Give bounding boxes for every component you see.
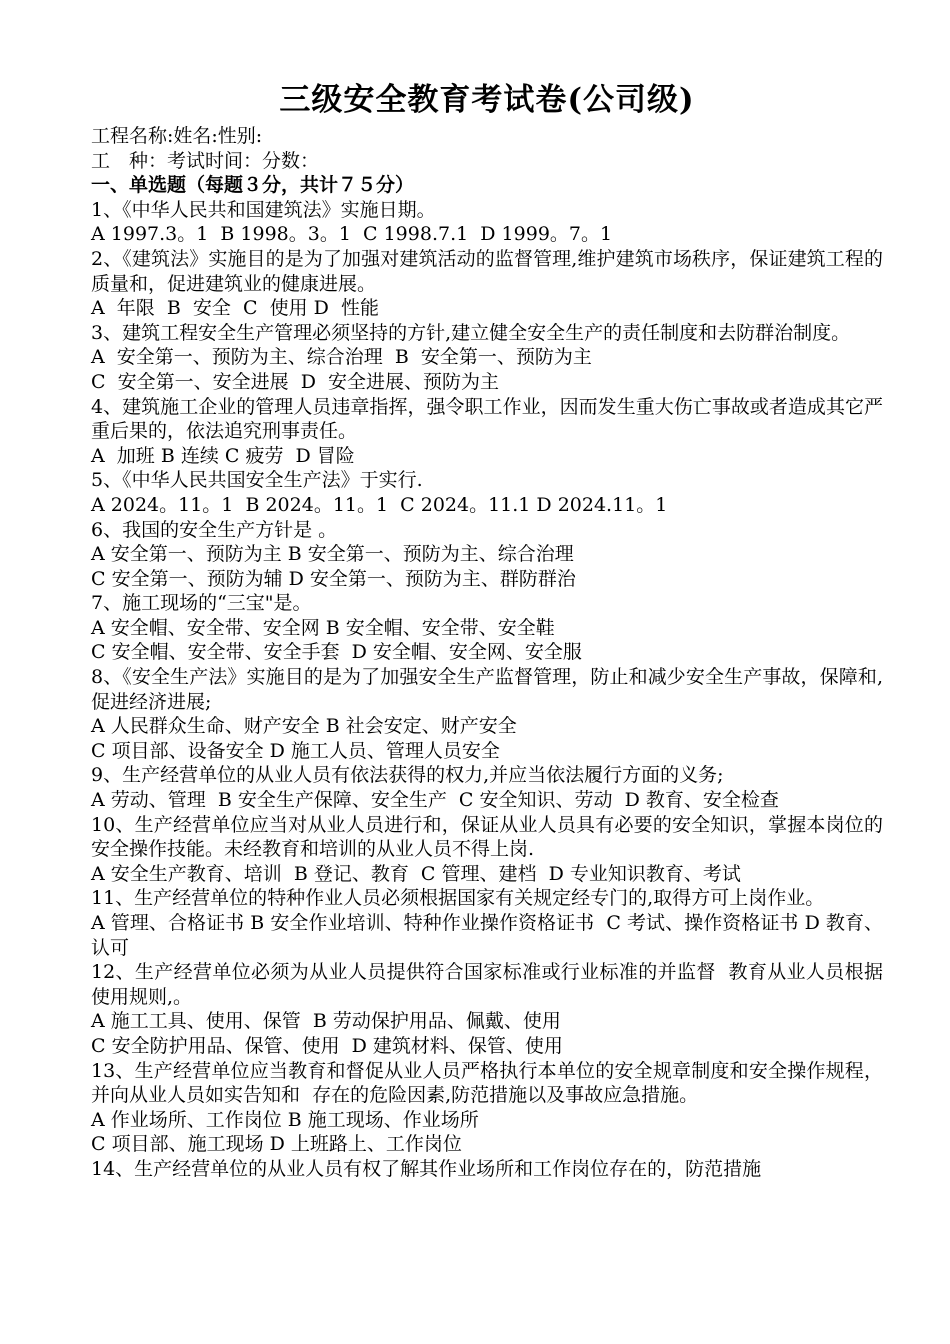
answer-options: A 安全帽、安全带、安全网 B 安全帽、安全带、安全鞋: [91, 616, 555, 639]
exam-paper: [91, 78, 883, 1182]
answer-options: A 安全第一、预防为主、综合治理 B 安全第一、预防为主: [91, 346, 592, 369]
answer-options: A 作业场所、工作岗位 B 施工现场、作业场所: [91, 1108, 479, 1131]
question-text: 13、生产经营单位应当教育和督促从业人员严格执行本单位的安全规章制度和安全操作规程，并向从业人员如实告知和 存在的危险因素,防范措施以及事故应急措施。: [91, 1059, 883, 1107]
answer-options: C 安全帽、安全带、安全手套 D 安全帽、安全网、安全服: [91, 641, 582, 664]
question-text: 7、施工现场的“三宝"是。: [91, 592, 312, 615]
question-text: 9、生产经营单位的从业人员有依法获得的权力,并应当依法履行方面的义务;: [91, 764, 724, 787]
answer-options: A 管理、合格证书 B 安全作业培训、特种作业操作资格证书 C 考试、操作资格证书 D 教育、认可: [91, 912, 883, 959]
answer-options: C 项目部、施工现场 D 上班路上、工作岗位: [91, 1133, 462, 1156]
question-text: 12、生产经营单位必须为从业人员提供符合国家标准或行业标准的并监督 教育从业人员根据使用规则,。: [91, 961, 883, 1008]
question-text: 2、《建筑法》实施目的是为了加强对建筑活动的监督管理,维护建筑市场秩序，保证建筑工程的质量和，促进建筑业的健康进展。: [91, 247, 883, 295]
answer-options: C 项目部、设备安全 D 施工人员、管理人员安全: [91, 739, 500, 762]
question-text: 11、生产经营单位的特种作业人员必须根据国家有关规定经专门的,取得方可上岗作业。: [91, 887, 825, 910]
question-list: [91, 198, 883, 1182]
answer-options: A 年限 B 安全 C 使用 D 性能: [91, 297, 379, 320]
question-text: 1、《中华人民共和国建筑法》实施日期。: [91, 198, 436, 221]
answer-options: C 安全第一、安全进展 D 安全进展、预防为主: [91, 370, 500, 393]
answer-options: A 加班 B 连续 C 疲劳 D 冒险: [91, 444, 355, 467]
header-line-project-name: 工程名称:姓名:性别:: [91, 125, 263, 147]
answer-options: A 人民群众生命、财产安全 B 社会安定、财产安全: [91, 715, 517, 738]
question-text: 10、生产经营单位应当对从业人员进行和，保证从业人员具有必要的安全知识，掌握本岗位的安全操作技能。未经教育和培训的从业人员不得上岗.: [91, 813, 883, 861]
question-text: 3、建筑工程安全生产管理必须坚持的方针,建立健全安全生产的责任制度和去防群治制度。: [91, 321, 851, 344]
answer-options: A 施工工具、使用、保管 B 劳动保护用品、佩戴、使用: [91, 1010, 561, 1033]
answer-options: A 2024。11。1 B 2024。11。1 C 2024。11.1 D 2024.11。1: [91, 493, 668, 516]
answer-options: C 安全防护用品、保管、使用 D 建筑材料、保管、使用: [91, 1034, 563, 1057]
question-text: 14、生产经营单位的从业人员有权了解其作业场所和工作岗位存在的，防范措施: [91, 1157, 762, 1180]
answer-options: A 劳动、管理 B 安全生产保障、安全生产 C 安全知识、劳动 D 教育、安全检查: [91, 789, 779, 812]
question-text: 8、《安全生产法》实施目的是为了加强安全生产监督管理，防止和减少安全生产事故，保障和,促进经济进展;: [91, 666, 883, 713]
section-heading: 一、单选题（每题３分，共计７５分）: [91, 174, 415, 197]
answer-options: A 1997.3。1 B 1998。3。1 C 1998.7.1 D 1999。7。1: [91, 223, 613, 246]
answer-options: A 安全生产教育、培训 B 登记、教育 C 管理、建档 D 专业知识教育、考试: [91, 862, 741, 885]
answer-options: A 安全第一、预防为主 B 安全第一、预防为主、综合治理: [91, 543, 574, 566]
question-text: 6、我国的安全生产方针是 。: [91, 518, 338, 541]
page-title: 三级安全教育考试卷(公司级): [279, 82, 695, 118]
answer-options: C 安全第一、预防为辅 D 安全第一、预防为主、群防群治: [91, 567, 576, 590]
question-text: 4、建筑施工企业的管理人员违章指挥，强令职工作业，因而发生重大伤亡事故或者造成其它严重后果的，依法追究刑事责任。: [91, 395, 883, 443]
question-text: 5、《中华人民共国安全生产法》于实行.: [91, 469, 423, 492]
header-line-work-type: 工 种：考试时间：分数：: [91, 149, 320, 172]
